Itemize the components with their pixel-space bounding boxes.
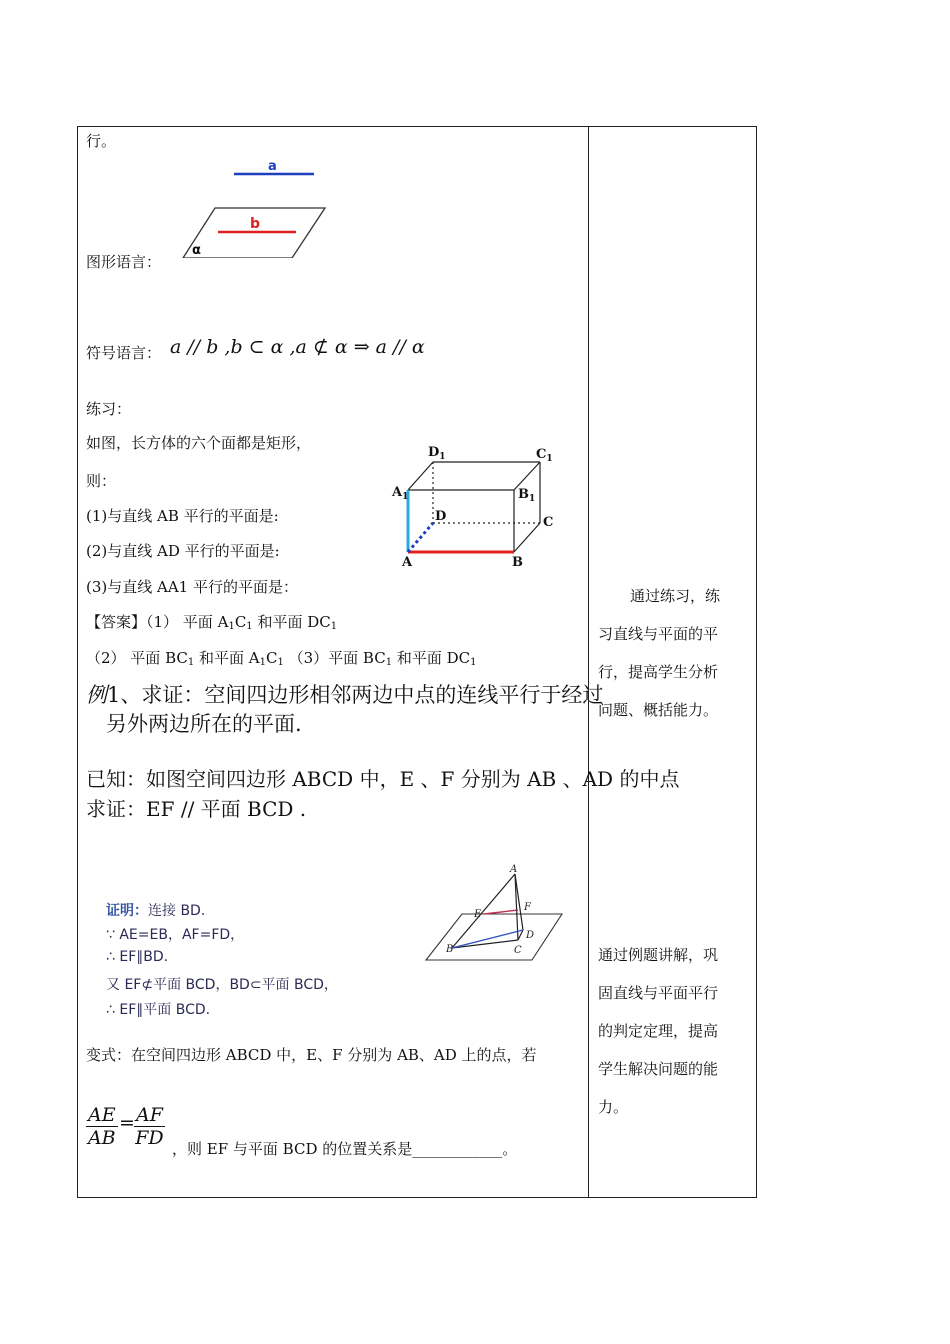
segment-bd [452, 930, 523, 948]
label-d1: D [428, 445, 440, 460]
label-b1: B [518, 487, 529, 502]
fraction-ae-ab: $\frac{AE}{AB}$ [87, 1104, 116, 1149]
label-b: B [512, 555, 523, 570]
label-d: D [435, 509, 447, 524]
question-3: (3)与直线 AA1 平行的平面是： [86, 578, 298, 596]
svg-text:B1 [518, 487, 535, 504]
tetra-label-a: A [510, 864, 518, 875]
variant-line-1: 变式：在空间四边形 ABCD 中，E、F 分别为 AB、AD 上的点，若 [86, 1046, 537, 1064]
line-a-label: a [268, 159, 277, 174]
symbol-expression: a // b ,b ⊂ α ,a ⊄ α ⇒ a // α [170, 336, 425, 358]
svg-text:C1 [536, 447, 553, 464]
edge-ad [408, 523, 433, 552]
exercise-intro: 如图，长方体的六个面都是矩形， [86, 434, 312, 452]
label-a1: A [392, 485, 403, 500]
svg-text:A1 [391, 485, 408, 502]
answer-line-2: （2） 平面 $BC_1$ 和平面 $A_1C_1$ （3）平面 $BC_1$ 和平面 $DC_1$ [86, 649, 477, 668]
example-prove: 求证：EF // 平面 BCD . [86, 797, 307, 821]
proof-line-4: ∴ EF∥平面 BCD. [106, 1002, 211, 1018]
tetra-label-f: F [524, 902, 531, 913]
proof-heading: 证明：连接 BD. [106, 903, 206, 919]
symbol-label: 符号语言： [86, 344, 162, 362]
tetra-label-c: C [514, 945, 522, 956]
line-b-label: b [250, 216, 261, 232]
top-line: 行。 [86, 132, 117, 150]
label-c: C [543, 515, 554, 530]
question-2: (2)与直线 AD 平行的平面是: [86, 542, 280, 560]
exercise-title: 练习： [86, 400, 132, 418]
tetrahedron-figure [422, 862, 572, 962]
example-title-2: 另外两边所在的平面. [106, 712, 302, 736]
proof-line-3: 又 EF⊄平面 BCD，BD⊂平面 BCD， [106, 977, 338, 993]
plane-label: α [192, 243, 201, 258]
figure-label: 图形语言： [86, 253, 162, 271]
label-b1-sub: 1 [529, 494, 536, 504]
label-c1-sub: 1 [546, 454, 553, 464]
plane-figure [180, 158, 340, 258]
cuboid-figure [388, 440, 563, 570]
label-a: A [402, 555, 413, 570]
proof-line-2: ∴ EF∥BD. [106, 949, 169, 965]
label-d1-sub: 1 [439, 452, 446, 462]
tetra-label-b: B [446, 944, 454, 955]
label-c1: C [536, 447, 547, 462]
side-note-2: 通过例题讲解，巩 固直线与平面平行 的判定定理，提高 学生解决问题的能 力。 [598, 946, 719, 1116]
column-divider [588, 126, 589, 1198]
example-title: 例1、求证：空间四边形相邻两边中点的连线平行于经过 [86, 683, 604, 707]
exercise-intro2: 则： [86, 472, 117, 490]
tetra-label-e: E [474, 909, 482, 920]
tetra-label-d: D [526, 930, 535, 941]
question-1: (1)与直线 AB 平行的平面是: [86, 507, 279, 525]
equals-sign: = [119, 1112, 135, 1134]
answer-line-1: 【答案】（1） 平面 $A_1C_1$ 和平面 $DC_1$ [86, 613, 338, 632]
side-note-1: 通过练习，练 习直线与平面的平 行，提高学生分析 问题、概括能力。 [598, 587, 721, 719]
example-given: 已知：如图空间四边形 ABCD 中，E 、F 分别为 AB 、AD 的中点 [86, 767, 680, 791]
proof-line-1: ∵ AE=EB，AF=FD， [106, 927, 245, 943]
variant-tail: ，则 EF 与平面 BCD 的位置关系是____________。 [172, 1140, 518, 1158]
segment-ef [484, 910, 518, 914]
svg-text:D1 [428, 445, 446, 462]
fraction-af-fd: $\frac{AF}{FD}$ [135, 1104, 164, 1149]
label-a1-sub: 1 [402, 492, 409, 502]
